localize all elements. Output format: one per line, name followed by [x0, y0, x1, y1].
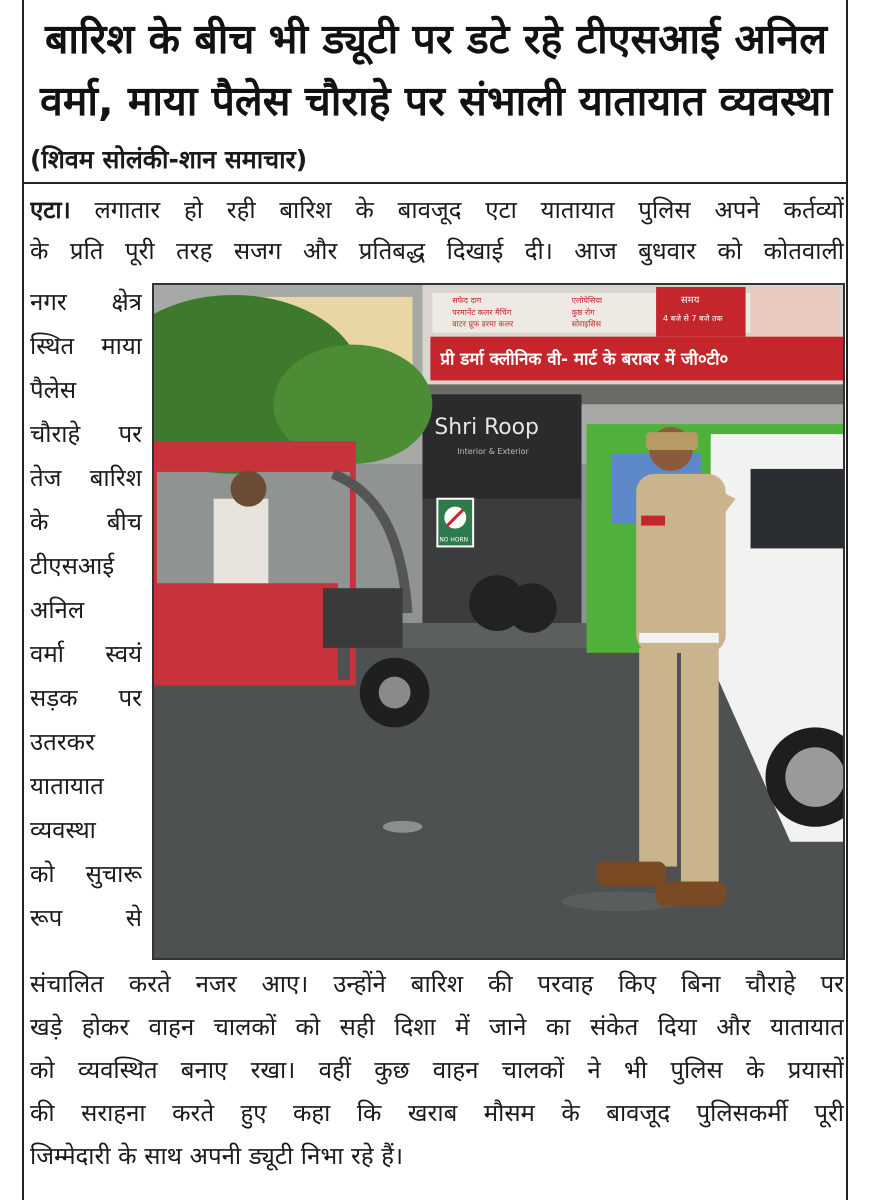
- column-line: पैलेस: [30, 376, 77, 404]
- column-line: चौराहे पर: [30, 420, 142, 448]
- headline-line-1: बारिश के बीच भी ड्यूटी पर डटे रहे टीएसआई अनिल: [44, 15, 827, 63]
- column-line: सड़क पर: [30, 684, 142, 712]
- tail-line: खड़े होकर वाहन चालकों को सही दिशा में जाने का संकेत दिया और यातायात: [30, 1013, 844, 1041]
- cropped-next-line: [30, 1188, 844, 1200]
- column-line: वर्मा स्वयं: [30, 640, 142, 668]
- sign-banner: प्री डर्मा क्लीनिक वी- मार्ट के बराबर में जी०टी०: [440, 348, 729, 369]
- column-line: नगर क्षेत्र: [30, 288, 142, 316]
- byline-divider: [24, 182, 846, 184]
- dateline: एटा।: [30, 196, 71, 224]
- column-line: व्यवस्था: [30, 816, 96, 844]
- column-line: तेज बारिश: [30, 464, 142, 492]
- tail-line: को व्यवस्थित बनाए रखा। वहीं कुछ वाहन चालकों ने भी पुलिस के प्रयासों: [30, 1056, 844, 1084]
- sign-item: सोराइसिस: [571, 319, 601, 329]
- column-line: अनिल: [30, 596, 85, 624]
- sign-item: वाटर प्रूफ डरमा कलर: [452, 319, 514, 329]
- column-line: के बीच: [30, 508, 142, 536]
- lead-text-1: लगातार हो रही बारिश के बावजूद एटा यातायात पुलिस अपने कर्तव्यों: [70, 196, 844, 224]
- headline-line-2: वर्मा, माया पैलेस चौराहे पर संभाली यातायात व्यवस्था: [40, 77, 832, 125]
- lead-line-2: के प्रति पूरी तरह सजग और प्रतिबद्ध दिखाई दी। आज बुधवार को कोतवाली: [30, 237, 844, 265]
- headline: [30, 8, 842, 132]
- lead-line-1: [30, 190, 844, 230]
- column-line: यातायात: [30, 772, 104, 800]
- sign-item: सफेद दाग: [452, 295, 482, 305]
- news-photo: [152, 283, 845, 960]
- column-line: रूप से: [30, 904, 142, 932]
- byline: (शिवम सोलंकी-शान समाचार): [30, 145, 308, 174]
- shop-tagline: Interior & Exterior: [457, 446, 529, 456]
- sign-time-value: 4 बजे से 7 बजे तक: [663, 313, 723, 323]
- sign-item: कुष्ठ रोग: [571, 307, 595, 317]
- column-line: टीएसआई: [30, 552, 115, 580]
- tail-line-last: जिम्मेदारी के साथ अपनी ड्यूटी निभा रहे हैं।: [30, 1142, 404, 1170]
- sign-item: एलोपेसिया: [571, 295, 602, 305]
- no-horn-sign: NO HORN: [439, 536, 469, 544]
- column-line: को सुचारू: [30, 860, 142, 888]
- column-line: स्थित माया: [30, 332, 142, 360]
- sign-time-label: समय: [680, 294, 700, 306]
- traffic-police-scene: [154, 285, 843, 958]
- column-line: उतरकर: [30, 728, 95, 756]
- shop-name: Shri Roop: [434, 415, 539, 441]
- tail-line: की सराहना करते हुए कहा कि खराब मौसम के बावजूद पुलिसकर्मी पूरी: [30, 1099, 844, 1127]
- sign-item: परमानेंट कलर मैचिंग: [452, 307, 512, 317]
- tail-line: संचालित करते नजर आए। उन्होंने बारिश की परवाह किए बिना चौराहे पर: [30, 970, 844, 998]
